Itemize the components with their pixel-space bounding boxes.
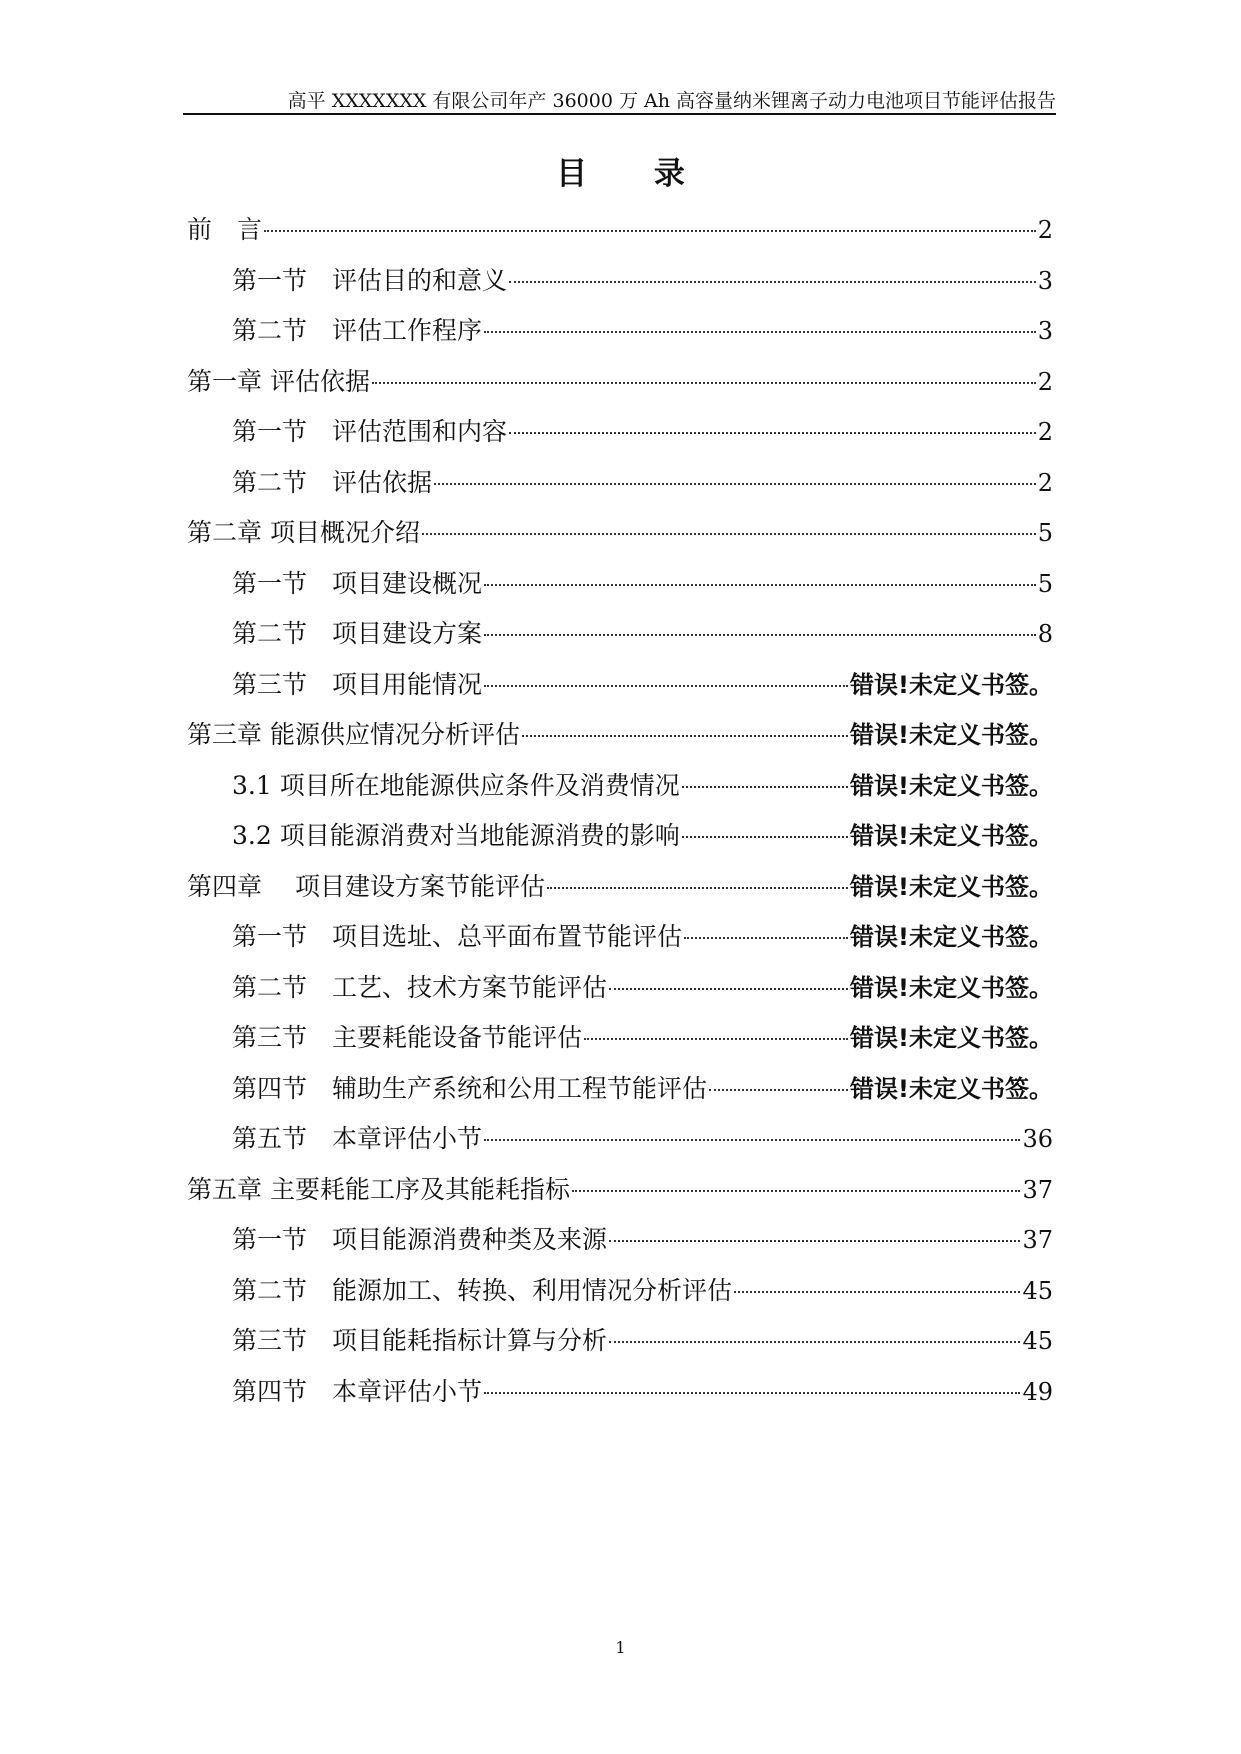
toc-entry-page: 37 [1022,1175,1053,1204]
toc-entry-page: 36 [1022,1125,1053,1153]
toc-entry-label: 3.2 项目能源消费对当地能源消费的影响 [232,821,680,850]
toc-leader-dots [264,230,1036,232]
toc-entry[interactable] [232,463,1053,503]
toc-leader-dots [547,887,848,889]
toc-entry[interactable] [232,614,1053,654]
toc-entry-page: 2 [1037,216,1053,244]
toc-entry[interactable] [232,311,1053,351]
toc-leader-dots [422,533,1036,535]
toc-entry[interactable] [232,1220,1053,1260]
toc-leader-dots [609,1240,1020,1242]
toc-entry-error: 错误!未定义书签。 [850,1074,1053,1103]
toc-entry-label: 第一节 评估范围和内容 [232,417,508,446]
toc-leader-dots [484,1139,1020,1141]
toc-entry-label: 第二章 项目概况介绍 [187,518,420,547]
toc-entry-label: 第二节 评估依据 [232,467,433,497]
toc-leader-dots [682,786,848,788]
toc-entry[interactable] [232,1119,1053,1159]
toc-leader-dots [609,1341,1020,1343]
page-number: 1 [615,1638,626,1657]
toc-entry-label: 第二节 项目建设方案 [232,619,483,648]
toc-entry[interactable] [187,867,1053,907]
toc-leader-dots [484,634,1036,636]
toc-entry-label: 第一节 评估目的和意义 [232,265,508,295]
toc-entry-page: 45 [1022,1327,1053,1355]
toc-entry-label: 第五节 本章评估小节 [232,1124,483,1153]
toc-entry-label: 第一节 项目能源消费种类及来源 [232,1225,608,1254]
toc-leader-dots [734,1291,1020,1293]
toc-entry[interactable] [232,665,1053,705]
toc-entry[interactable] [232,1271,1053,1311]
toc-entry-error: 错误!未定义书签。 [850,872,1053,901]
toc-entry-label: 3.1 项目所在地能源供应条件及消费情况 [232,770,680,800]
toc-entry-page: 2 [1037,468,1053,497]
toc-entry-label: 第三章 能源供应情况分析评估 [187,720,520,749]
toc-leader-dots [684,937,848,939]
toc-entry-page: 5 [1037,519,1053,547]
toc-entry[interactable] [232,1069,1053,1109]
toc-entry-page: 5 [1037,569,1053,598]
toc-entry-label: 前 言 [187,215,263,244]
toc-entry[interactable] [187,1170,1053,1210]
toc-entry-label: 第五章 主要耗能工序及其能耗指标 [187,1174,570,1204]
toc-entry-label: 第四节 本章评估小节 [232,1376,483,1406]
toc-entry[interactable] [232,766,1053,806]
toc-entry-label: 第二节 能源加工、转换、利用情况分析评估 [232,1275,733,1305]
toc-entry[interactable] [232,412,1053,452]
toc-entry-page: 37 [1022,1226,1053,1254]
toc-entry[interactable] [232,1018,1053,1058]
toc-entry-error: 错误!未定义书签。 [850,822,1053,850]
toc-entry[interactable] [232,261,1053,301]
toc-entry[interactable] [232,968,1053,1008]
toc-entry-error: 错误!未定义书签。 [850,670,1053,699]
toc-entry-page: 2 [1037,418,1053,446]
header-divider [183,113,1056,115]
toc-leader-dots [372,382,1036,384]
toc-entry-label: 第二节 评估工作程序 [232,316,483,345]
toc-entry-page: 8 [1037,620,1053,648]
toc-entry-error: 错误!未定义书签。 [850,771,1053,800]
toc-leader-dots [484,584,1036,586]
toc-entry-label: 第四章 项目建设方案节能评估 [187,871,545,901]
page-title: 目 录 [556,156,713,192]
toc-leader-dots [484,1392,1020,1394]
toc-entry[interactable] [232,1372,1053,1412]
toc-leader-dots [682,836,848,838]
toc-entry[interactable] [187,362,1053,402]
toc-leader-dots [522,735,848,737]
toc-entry-label: 第一节 项目选址、总平面布置节能评估 [232,922,683,951]
toc-entry-label: 第三节 项目能耗指标计算与分析 [232,1326,608,1355]
toc-leader-dots [509,281,1036,283]
toc-entry-page: 3 [1037,266,1053,295]
toc-leader-dots [584,1038,848,1040]
toc-entry-page: 3 [1037,317,1053,345]
toc-entry[interactable] [232,917,1053,957]
toc-entry-page: 2 [1037,367,1053,396]
toc-leader-dots [709,1089,848,1091]
toc-leader-dots [484,331,1036,333]
toc-entry-label: 第一章 评估依据 [187,366,370,396]
toc-entry-page: 49 [1022,1377,1053,1406]
toc-leader-dots [434,483,1036,485]
toc-entry[interactable] [187,715,1053,755]
toc-leader-dots [484,685,848,687]
toc-entry-label: 第四节 辅助生产系统和公用工程节能评估 [232,1073,708,1103]
page-header: 高平 XXXXXXX 有限公司年产 36000 万 Ah 高容量纳米锂离子动力电池项目节能评估报告 [287,90,1056,112]
toc-entry[interactable] [187,210,1053,250]
toc-entry-label: 第三节 主要耗能设备节能评估 [232,1023,583,1052]
toc-leader-dots [509,432,1036,434]
toc-entry[interactable] [187,513,1053,553]
toc-entry[interactable] [232,816,1053,856]
toc-entry-error: 错误!未定义书签。 [850,721,1053,749]
toc-entry[interactable] [232,564,1053,604]
toc-entry-label: 第二节 工艺、技术方案节能评估 [232,972,608,1002]
toc-entry-error: 错误!未定义书签。 [850,923,1053,951]
toc-leader-dots [609,988,848,990]
toc-entry-error: 错误!未定义书签。 [850,1024,1053,1052]
toc-entry-label: 第一节 项目建设概况 [232,568,483,598]
toc-entry-label: 第三节 项目用能情况 [232,669,483,699]
toc-entry-error: 错误!未定义书签。 [850,973,1053,1002]
toc-leader-dots [572,1190,1021,1192]
toc-entry[interactable] [232,1321,1053,1361]
toc-entry-page: 45 [1022,1276,1053,1305]
